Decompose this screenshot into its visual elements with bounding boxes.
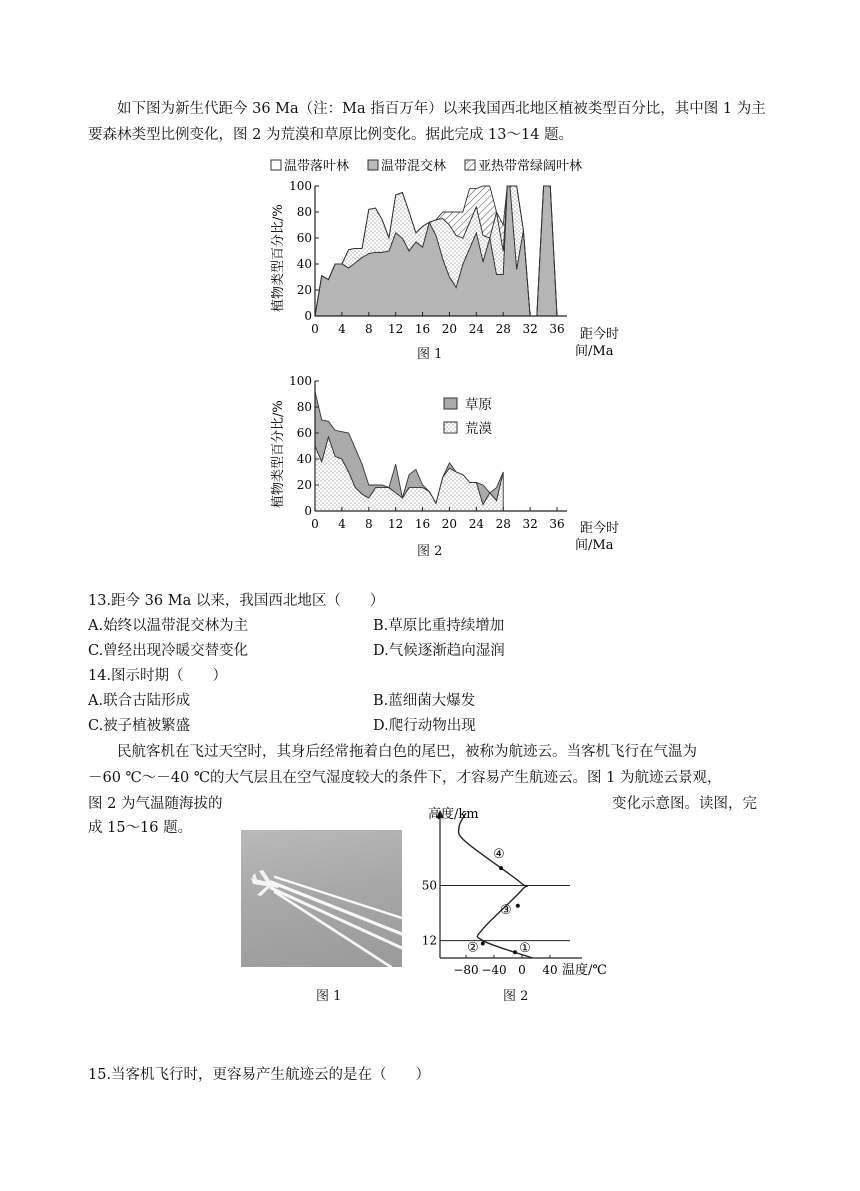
contrail-photo — [241, 830, 402, 967]
q13-option-d: D.气候逐渐趋向湿润 — [373, 643, 505, 659]
temperature-altitude-chart — [420, 800, 640, 980]
fig2-ytick-label: 0 — [304, 504, 312, 518]
figure-2-ylabel: 植物类型百分比/% — [271, 400, 286, 508]
figure-1-xlabel-line1: 距今时 — [580, 327, 620, 342]
intro-paragraph-1: 如下图为新生代距今 36 Ma（注：Ma 指百万年）以来我国西北地区植被类型百分比，其中图 1 为主要森林类型比例变化，图 2 为荒漠和草原比例变化。据此完成 13～14 题。 — [88, 101, 766, 143]
fig3-point-marker — [499, 866, 503, 870]
q13-option-b: B.草原比重持续增加 — [373, 618, 505, 634]
fig1-xtick-label: 8 — [364, 322, 373, 336]
fig1-xtick-label: 32 — [522, 322, 538, 336]
q14-option-a: A.联合古陆形成 — [88, 693, 191, 709]
fig1-ytick-label: 40 — [296, 257, 312, 271]
q13-option-a: A.始终以温带混交林为主 — [88, 618, 249, 634]
fig1-xtick-label: 28 — [495, 322, 511, 336]
legend-temperate-mixed: 温带混交林 — [381, 159, 447, 174]
intro2-line2: －60 ℃～－40 ℃的大气层且在空气湿度较大的条件下，才容易产生航迹云。图 1 为航迹云景观， — [88, 770, 722, 786]
fig1-xtick-label: 20 — [441, 322, 458, 336]
figure-2-caption: 图 2 — [417, 544, 443, 559]
figure-1-chart — [260, 152, 640, 362]
figure-2-legend — [444, 397, 492, 437]
fig3-ytick-label: 50 — [421, 878, 437, 893]
fig2-xtick-label: 8 — [364, 517, 373, 531]
fig2-xtick-label: 0 — [311, 517, 319, 531]
legend-subtropical: 亚热带常绿阔叶林 — [478, 159, 583, 174]
legend-grassland: 草原 — [465, 397, 492, 413]
fig2-xtick-label: 20 — [441, 517, 458, 531]
fig2-ytick-label: 20 — [296, 478, 312, 492]
figure-2-xlabel-line1: 距今时 — [580, 521, 620, 536]
intro2-line3b: 变化示意图。读图，完 — [612, 796, 757, 812]
fig1-ytick-label: 80 — [296, 205, 312, 219]
fig3-ylabel: 高度/km — [428, 807, 479, 822]
question-13-stem: 13.距今 36 Ma 以来，我国西北地区（ ） — [88, 593, 385, 609]
fig2-xtick-label: 24 — [468, 517, 484, 531]
fig3-point-label: ④ — [493, 847, 505, 863]
intro2-line4: 成 15～16 题。 — [88, 820, 193, 836]
fig1-xtick-label: 36 — [549, 322, 565, 336]
fig2-ytick-label: 40 — [296, 452, 312, 466]
q14-option-c: C.被子植被繁盛 — [88, 718, 191, 734]
fig2-xtick-label: 16 — [414, 517, 431, 531]
diagram-caption: 图 2 — [503, 989, 529, 1004]
question-15-stem: 15.当客机飞行时，更容易产生航迹云的是在（ ） — [88, 1067, 431, 1083]
legend-swatch-temperate-deciduous — [271, 160, 281, 170]
intro2-line1: 民航客机在飞过天空时，其身后经常拖着白色的尾巴，被称为航迹云。当客机飞行在气温为 — [117, 744, 697, 760]
fig1-xtick-label: 4 — [338, 322, 346, 336]
legend-desert: 荒漠 — [465, 421, 492, 437]
fig3-ytick-label: 12 — [421, 933, 437, 948]
fig2-ytick-label: 80 — [296, 400, 312, 414]
question-14-stem: 14.图示时期（ ） — [88, 668, 228, 684]
fig3-xtick-label: −80 — [453, 963, 479, 977]
figure-1-legend — [271, 158, 582, 174]
contrail-image — [241, 830, 402, 967]
fig3-point-label: ① — [519, 941, 531, 957]
fig3-xtick-label: 40 — [542, 963, 558, 977]
q14-option-d: D.爬行动物出现 — [373, 718, 476, 734]
fig3-point-label: ③ — [499, 902, 512, 918]
fig3-point-label: ② — [466, 940, 479, 956]
fig3-point-marker — [516, 904, 520, 908]
fig1-xtick-label: 16 — [414, 322, 431, 336]
fig2-ytick-label: 100 — [289, 374, 312, 388]
fig3-point-marker — [513, 950, 517, 954]
fig1-ytick-label: 0 — [304, 309, 312, 323]
legend-swatch-temperate-mixed — [368, 160, 378, 170]
figure-2-xlabel-line2: 间/Ma — [575, 538, 614, 553]
legend-temperate-deciduous: 温带落叶林 — [284, 159, 350, 174]
figure-2-chart — [260, 370, 640, 560]
fig2-xtick-label: 28 — [495, 517, 511, 531]
fig2-ytick-label: 60 — [296, 426, 312, 440]
figure-1-xlabel-line2: 间/Ma — [575, 344, 614, 359]
q13-option-c: C.曾经出现冷暖交替变化 — [88, 643, 249, 659]
photo-caption: 图 1 — [316, 989, 342, 1004]
fig1-xtick-label: 12 — [388, 322, 404, 336]
fig1-ytick-label: 20 — [296, 283, 312, 297]
fig2-xtick-label: 32 — [522, 517, 538, 531]
legend-swatch-desert — [444, 422, 457, 433]
fig1-ytick-label: 60 — [296, 231, 312, 245]
q14-option-b: B.蓝细菌大爆发 — [373, 693, 476, 709]
legend-swatch-subtropical — [465, 160, 475, 170]
figure-1-caption: 图 1 — [417, 347, 443, 362]
fig3-xlabel: 温度/℃ — [562, 963, 607, 978]
fig2-xtick-label: 36 — [549, 517, 565, 531]
fig2-xtick-label: 4 — [338, 517, 346, 531]
fig2-xtick-label: 12 — [388, 517, 404, 531]
fig3-xtick-label: 0 — [518, 963, 526, 977]
intro2-line3a: 图 2 为气温随海拔的 — [88, 796, 223, 812]
fig1-xtick-label: 0 — [311, 322, 319, 336]
fig1-xtick-label: 24 — [468, 322, 484, 336]
fig1-ytick-label: 100 — [289, 179, 312, 193]
fig3-xtick-label: −40 — [481, 963, 507, 977]
legend-swatch-grassland — [444, 398, 457, 409]
fig3-point-marker — [481, 942, 485, 946]
figure-1-ylabel: 植物类型百分比/% — [271, 204, 286, 312]
